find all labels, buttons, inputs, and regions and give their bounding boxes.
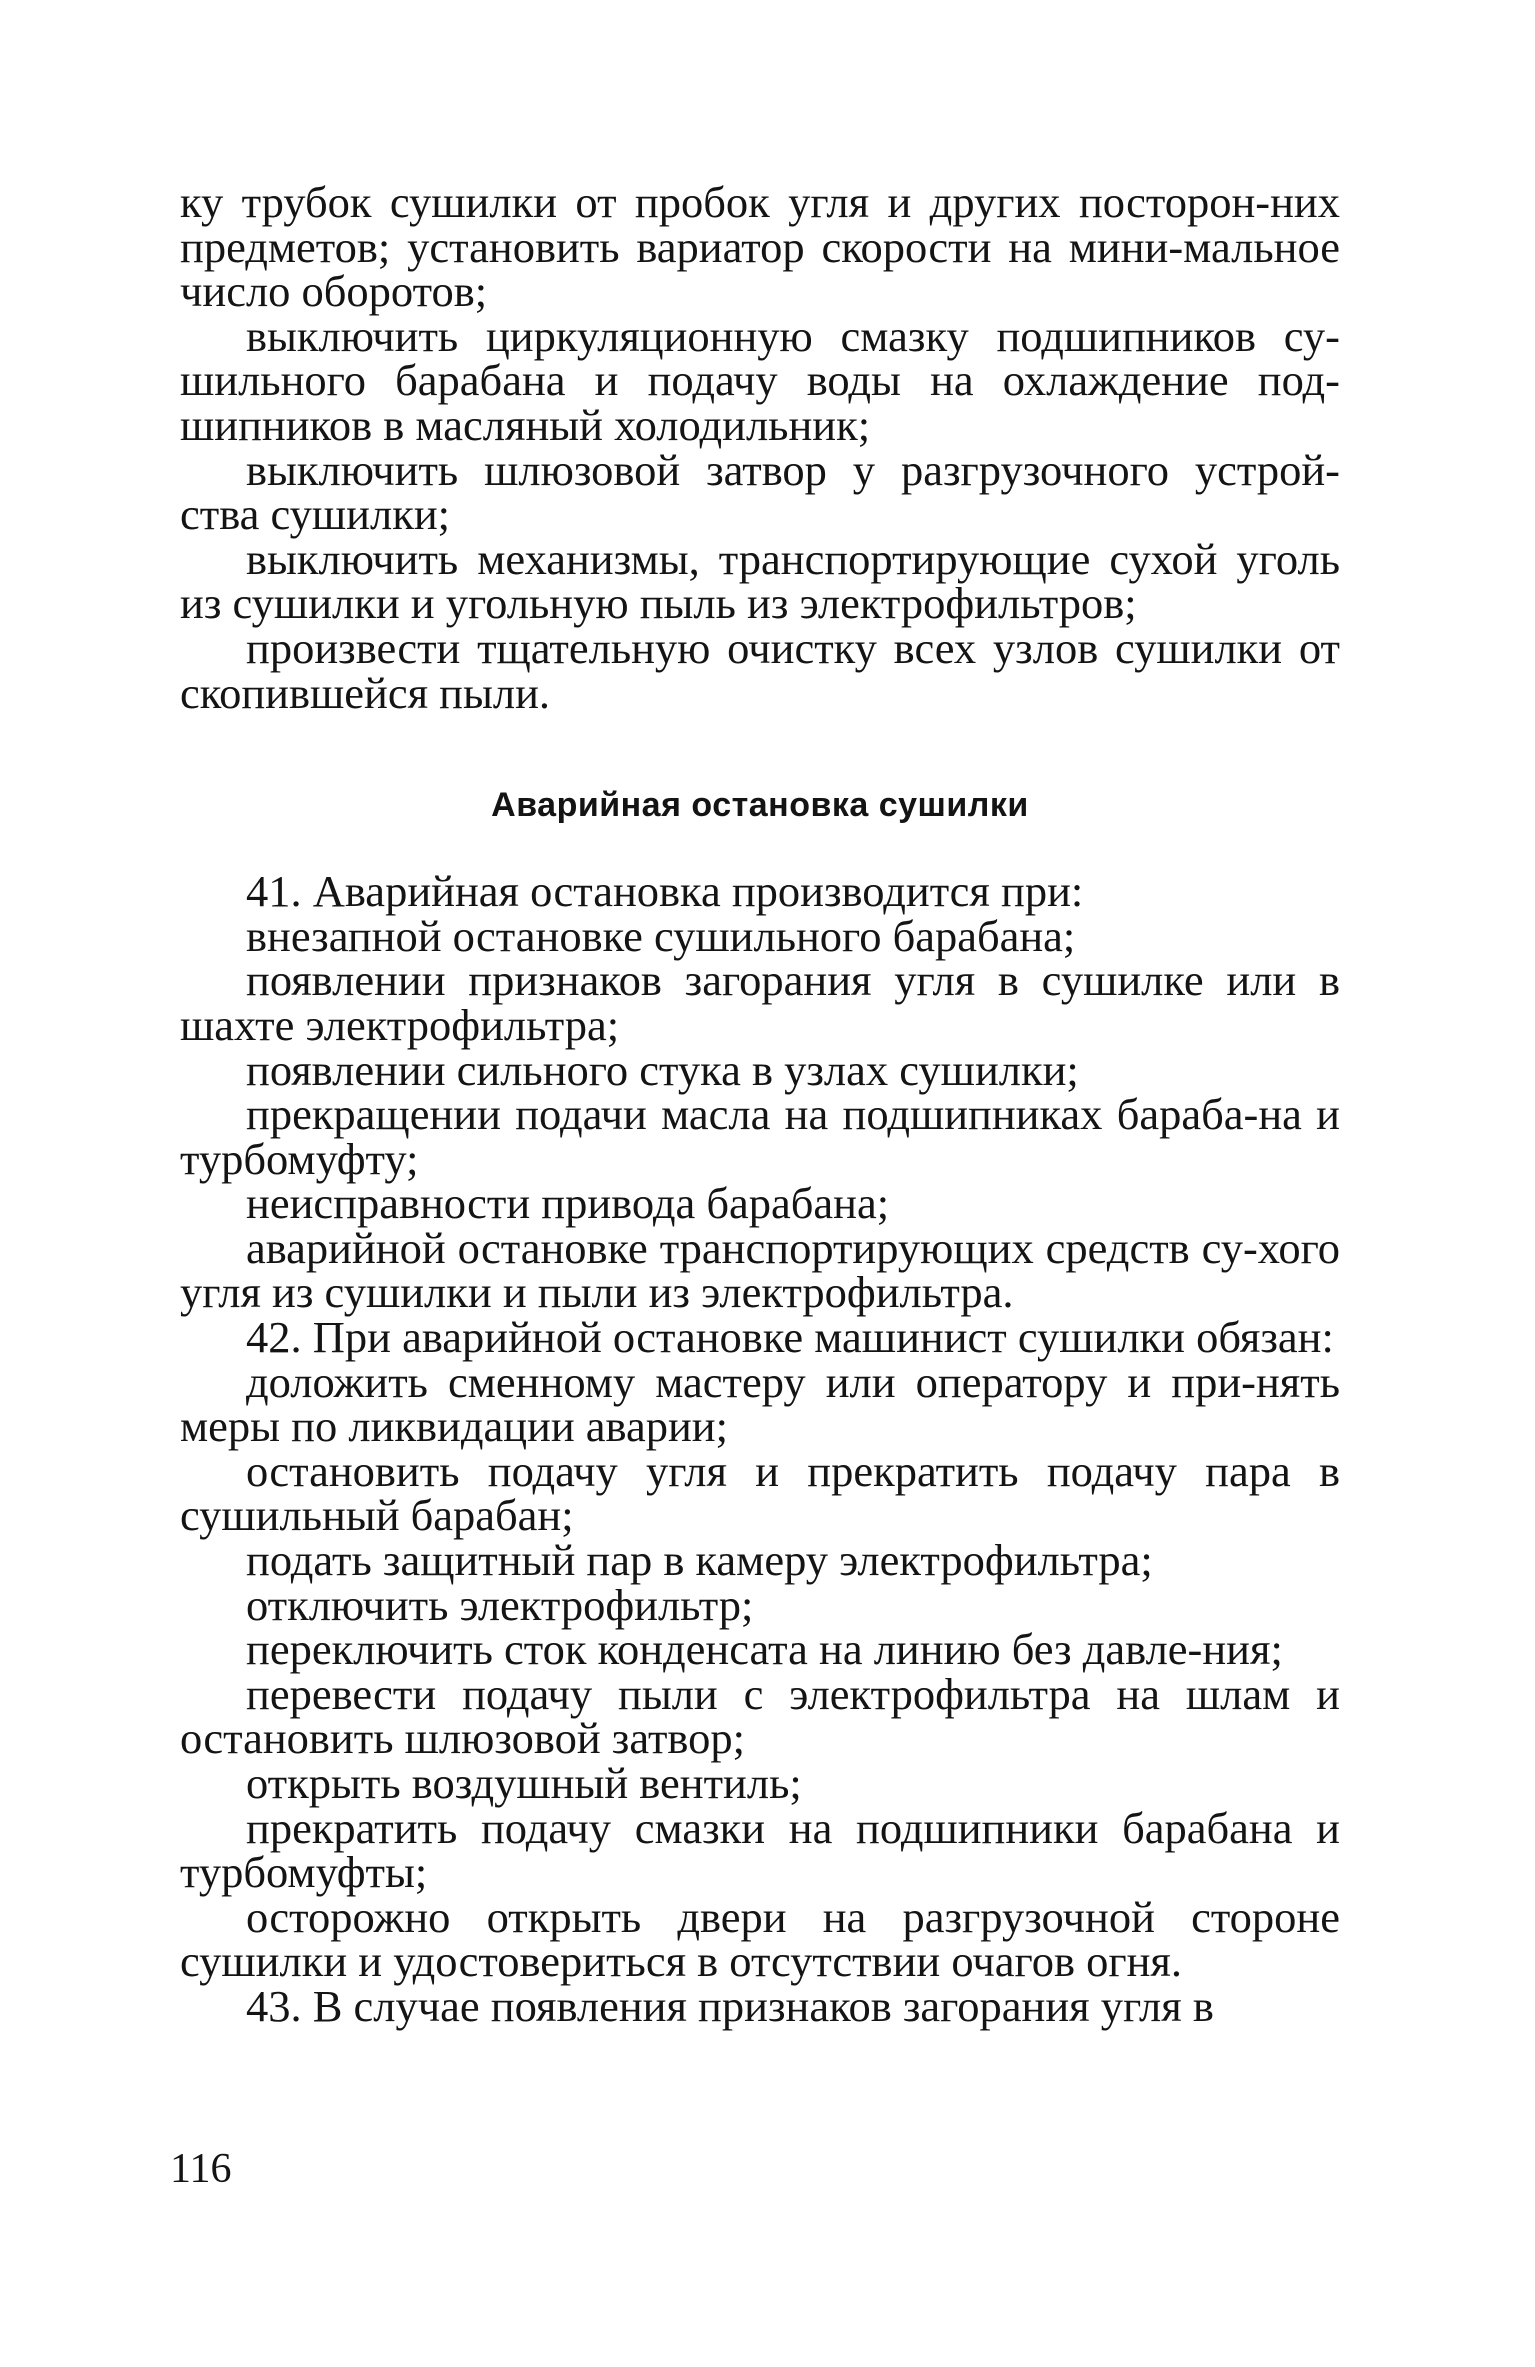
emergency-stop-section (180, 866, 1340, 2031)
paragraph: появлении признаков загорания угля в сушилке или в шахте электрофильтра; (180, 955, 1340, 1050)
paragraph: выключить циркуляционную смазку подшипников су-шильного барабана и подачу воды на охлаждение под-шипников в масляный холодильник; (180, 310, 1340, 450)
paragraph: ку трубок сушилки от пробок угля и других посторон-них предметов; установить вариатор скорости на мини-мальное число оборотов; (180, 177, 1340, 317)
paragraph: 43. В случае появления признаков загорания угля в (246, 1980, 1214, 2031)
intro-section (180, 177, 1340, 718)
page-body (180, 177, 1340, 2031)
paragraph: остановить подачу угля и прекратить подачу пара в сушильный барабан; (180, 1445, 1340, 1541)
paragraph: выключить шлюзовой затвор у разгрузочного устрой-ства сушилки; (180, 444, 1340, 540)
paragraph: перевести подачу пыли с электрофильтра на шлам и остановить шлюзовой затвор; (180, 1668, 1340, 1764)
paragraph: отключить электрофильтр; (246, 1579, 754, 1630)
paragraph: 41. Аварийная остановка производится при: (246, 866, 1084, 917)
paragraph: появлении сильного стука в узлах сушилки; (246, 1044, 1079, 1095)
paragraph: переключить сток конденсата на линию без давле-ния; (246, 1624, 1283, 1675)
page-number: 116 (170, 2146, 232, 2192)
paragraph: произвести тщательную очистку всех узлов сушилки от скопившейся пыли. (180, 622, 1340, 718)
paragraph: неисправности привода барабана; (246, 1178, 890, 1229)
paragraph: открыть воздушный вентиль; (246, 1758, 802, 1808)
paragraph: выключить механизмы, транспортирующие сухой уголь из сушилки и угольную пыль из электрофильтров; (180, 533, 1340, 629)
paragraph: доложить сменному мастеру или оператору и при-нять меры по ликвидации аварии; (180, 1356, 1340, 1452)
paragraph: подать защитный пар в камеру электрофильтра; (246, 1535, 1153, 1586)
paragraph: прекратить подачу смазки на подшипники барабана и турбомуфты; (180, 1802, 1340, 1898)
paragraph: прекращении подачи масла на подшипниках бараба-на и турбомуфту; (180, 1089, 1340, 1184)
paragraph: аварийной остановке транспортирующих средств су-хого угля из сушилки и пыли из электрофильтра. (180, 1222, 1340, 1318)
paragraph: 42. При аварийной остановке машинист сушилки обязан: (246, 1312, 1334, 1363)
paragraph: внезапной остановке сушильного барабана; (246, 910, 1076, 961)
section-title: Аварийная остановка сушилки (491, 786, 1029, 825)
paragraph: осторожно открыть двери на разгрузочной стороне сушилки и удостовериться в отсутствии очагов огня. (180, 1891, 1340, 1987)
